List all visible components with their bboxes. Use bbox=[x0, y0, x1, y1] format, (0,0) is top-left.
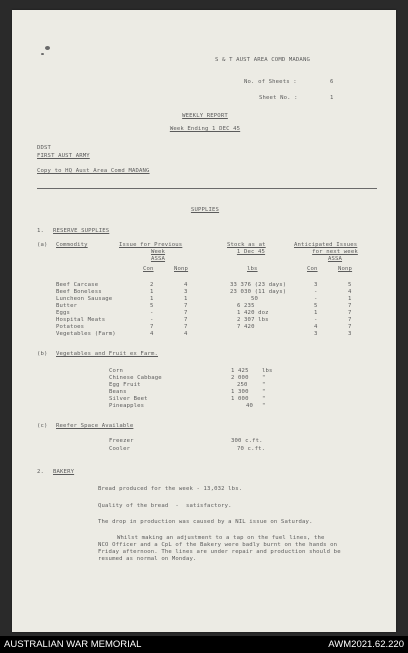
anticipated-nonp: 7 bbox=[348, 303, 352, 309]
commodity-item: Vegetables (Farm) bbox=[56, 331, 116, 337]
unit-heading: S & T AUST AREA COMD MADANG bbox=[215, 57, 310, 63]
unit-nonp: Nonp bbox=[338, 266, 353, 272]
issue-nonp: 4 bbox=[184, 282, 188, 288]
stock-value: 6 235 bbox=[237, 303, 255, 309]
bakery-quality: Quality of the bread - satisfactory. bbox=[98, 503, 232, 509]
commodity-item: Beef Carcase bbox=[56, 282, 99, 288]
issue-con: 1 bbox=[150, 289, 154, 295]
unit-nonp: Nonp bbox=[174, 266, 189, 272]
sheets-label: No. of Sheets : bbox=[244, 79, 297, 85]
anticipated-nonp: 7 bbox=[348, 317, 352, 323]
reefer-qty: 300 c.ft. bbox=[231, 438, 263, 444]
archive-footer bbox=[0, 636, 408, 653]
stock-value: 7 420 bbox=[237, 324, 255, 330]
footer-accession-number: AWM2021.62.220 bbox=[328, 639, 404, 650]
vegetable-qty: 1 425 bbox=[231, 368, 249, 374]
vegetable-qty: 2 000 bbox=[231, 375, 249, 381]
section-1-heading: RESERVE SUPPLIES bbox=[53, 228, 110, 234]
anticipated-con: 5 bbox=[314, 303, 318, 309]
stock-value: 50 bbox=[251, 296, 259, 302]
issue-nonp: 7 bbox=[184, 317, 188, 323]
stock-value: 2 307 lbs bbox=[237, 317, 269, 323]
anticipated-con: 4 bbox=[314, 324, 318, 330]
issue-con: 2 bbox=[150, 282, 154, 288]
vegetable-unit: lbs bbox=[262, 368, 273, 374]
vegetable-unit: " bbox=[262, 375, 266, 381]
issue-nonp: 3 bbox=[184, 289, 188, 295]
anticipated-nonp: 7 bbox=[348, 310, 352, 316]
copy-to: Copy to HQ Aust Area Comd MADANG bbox=[37, 168, 150, 174]
divider-line bbox=[37, 188, 377, 189]
subsection-b-heading: Vegetables and Fruit ex Farm. bbox=[56, 351, 159, 357]
anticipated-nonp: 1 bbox=[348, 296, 352, 302]
vegetable-item: Beans bbox=[109, 389, 127, 395]
anticipated-nonp: 3 bbox=[348, 331, 352, 337]
vegetable-item: Corn bbox=[109, 368, 124, 374]
vegetable-qty: 1 300 bbox=[231, 389, 249, 395]
column-issue-sub2: ASSA bbox=[150, 256, 166, 262]
sheets-value: 6 bbox=[330, 79, 334, 85]
issue-con: - bbox=[150, 310, 154, 316]
section-2-heading: BAKERY bbox=[53, 469, 75, 475]
issue-nonp: 7 bbox=[184, 310, 188, 316]
addressee-2: FIRST AUST ARMY bbox=[37, 153, 90, 159]
addressee-1: DDST bbox=[37, 145, 52, 151]
anticipated-con: 1 bbox=[314, 310, 318, 316]
anticipated-con: - bbox=[314, 289, 318, 295]
commodity-item: Potatoes bbox=[56, 324, 85, 330]
bakery-drop: The drop in production was caused by a NIL issue on Saturday. bbox=[98, 519, 313, 525]
anticipated-con: 3 bbox=[314, 331, 318, 337]
commodity-item: Butter bbox=[56, 303, 78, 309]
ink-blot bbox=[45, 46, 50, 50]
section-2-number: 2. bbox=[37, 469, 45, 475]
issue-con: 7 bbox=[150, 324, 154, 330]
vegetable-unit: " bbox=[262, 403, 266, 409]
stock-value: 1 420 doz bbox=[237, 310, 269, 316]
issue-con: 4 bbox=[150, 331, 154, 337]
vegetable-qty: 1 000 bbox=[231, 396, 249, 402]
column-issue: Issue for Previous bbox=[119, 242, 183, 248]
issue-nonp: 4 bbox=[184, 331, 188, 337]
issue-con: - bbox=[150, 317, 154, 323]
week-ending: Week Ending 1 DEC 45 bbox=[169, 126, 241, 132]
sheet-no-label: Sheet No. : bbox=[259, 95, 298, 101]
reefer-qty: 70 c.ft. bbox=[237, 446, 266, 452]
ink-blot bbox=[41, 53, 44, 55]
reefer-item: Freezer bbox=[109, 438, 134, 444]
section-1-number: 1. bbox=[37, 228, 45, 234]
issue-nonp: 7 bbox=[184, 324, 188, 330]
unit-con: Con bbox=[307, 266, 318, 272]
vegetable-unit: " bbox=[262, 382, 266, 388]
column-anticipated: Anticipated Issues bbox=[294, 242, 358, 248]
subsection-c-label: (c) bbox=[37, 423, 48, 429]
vegetable-item: Egg Fruit bbox=[109, 382, 141, 388]
sheet-no-value: 1 bbox=[330, 95, 334, 101]
anticipated-con: 3 bbox=[314, 282, 318, 288]
subsection-b-label: (b) bbox=[37, 351, 48, 357]
section-title: SUPPLIES bbox=[190, 207, 220, 213]
issue-con: 1 bbox=[150, 296, 154, 302]
vegetable-unit: " bbox=[262, 389, 266, 395]
document-page bbox=[12, 10, 396, 632]
stock-value: 33 376 (23 days) bbox=[230, 282, 287, 288]
report-title: WEEKLY REPORT bbox=[182, 113, 228, 119]
footer-institution: AUSTRALIAN WAR MEMORIAL bbox=[4, 639, 142, 650]
vegetable-unit: " bbox=[262, 396, 266, 402]
vegetable-item: Chinese Cabbage bbox=[109, 375, 162, 381]
anticipated-con: - bbox=[314, 296, 318, 302]
commodity-item: Eggs bbox=[56, 310, 71, 316]
reefer-item: Cooler bbox=[109, 446, 131, 452]
column-anticipated-sub2: ASSA bbox=[327, 256, 343, 262]
vegetable-item: Pineapples bbox=[109, 403, 145, 409]
commodity-item: Luncheon Sausage bbox=[56, 296, 113, 302]
column-anticipated-sub: for next week bbox=[312, 249, 358, 255]
vegetable-item: Silver Beet bbox=[109, 396, 148, 402]
issue-nonp: 1 bbox=[184, 296, 188, 302]
column-stock: Stock as at bbox=[227, 242, 266, 248]
subsection-c-heading: Reefer Space Available bbox=[56, 423, 134, 429]
subsection-a-label: (a) bbox=[37, 242, 48, 248]
vegetable-qty: 40 bbox=[246, 403, 254, 409]
anticipated-nonp: 5 bbox=[348, 282, 352, 288]
column-stock-sub: 1 Dec 45 bbox=[236, 249, 266, 255]
bakery-accident-line4: resumed as normal on Monday. bbox=[98, 556, 197, 562]
stock-value: 23 030 (11 days) bbox=[230, 289, 287, 295]
bakery-accident-line1: Whilst making an adjustment to a tap on the fuel lines, the bbox=[117, 535, 325, 541]
unit-lbs: lbs bbox=[247, 266, 258, 272]
bakery-accident-line2: NCO Officer and a CpL of the Bakery were badly burnt on the hands on bbox=[98, 542, 338, 548]
anticipated-con: - bbox=[314, 317, 318, 323]
bakery-accident-line3: Friday afternoon. The lines are under repair and production should be bbox=[98, 549, 341, 555]
vegetable-qty: 250 bbox=[237, 382, 248, 388]
column-commodity: Commodity bbox=[56, 242, 88, 248]
bakery-bread-produced: Bread produced for the week - 13,032 lbs. bbox=[98, 486, 243, 492]
column-issue-sub: Week bbox=[150, 249, 166, 255]
commodity-item: Hospital Meats bbox=[56, 317, 106, 323]
anticipated-nonp: 4 bbox=[348, 289, 352, 295]
issue-con: 5 bbox=[150, 303, 154, 309]
issue-nonp: 7 bbox=[184, 303, 188, 309]
anticipated-nonp: 7 bbox=[348, 324, 352, 330]
unit-con: Con bbox=[143, 266, 154, 272]
commodity-item: Beef Boneless bbox=[56, 289, 102, 295]
